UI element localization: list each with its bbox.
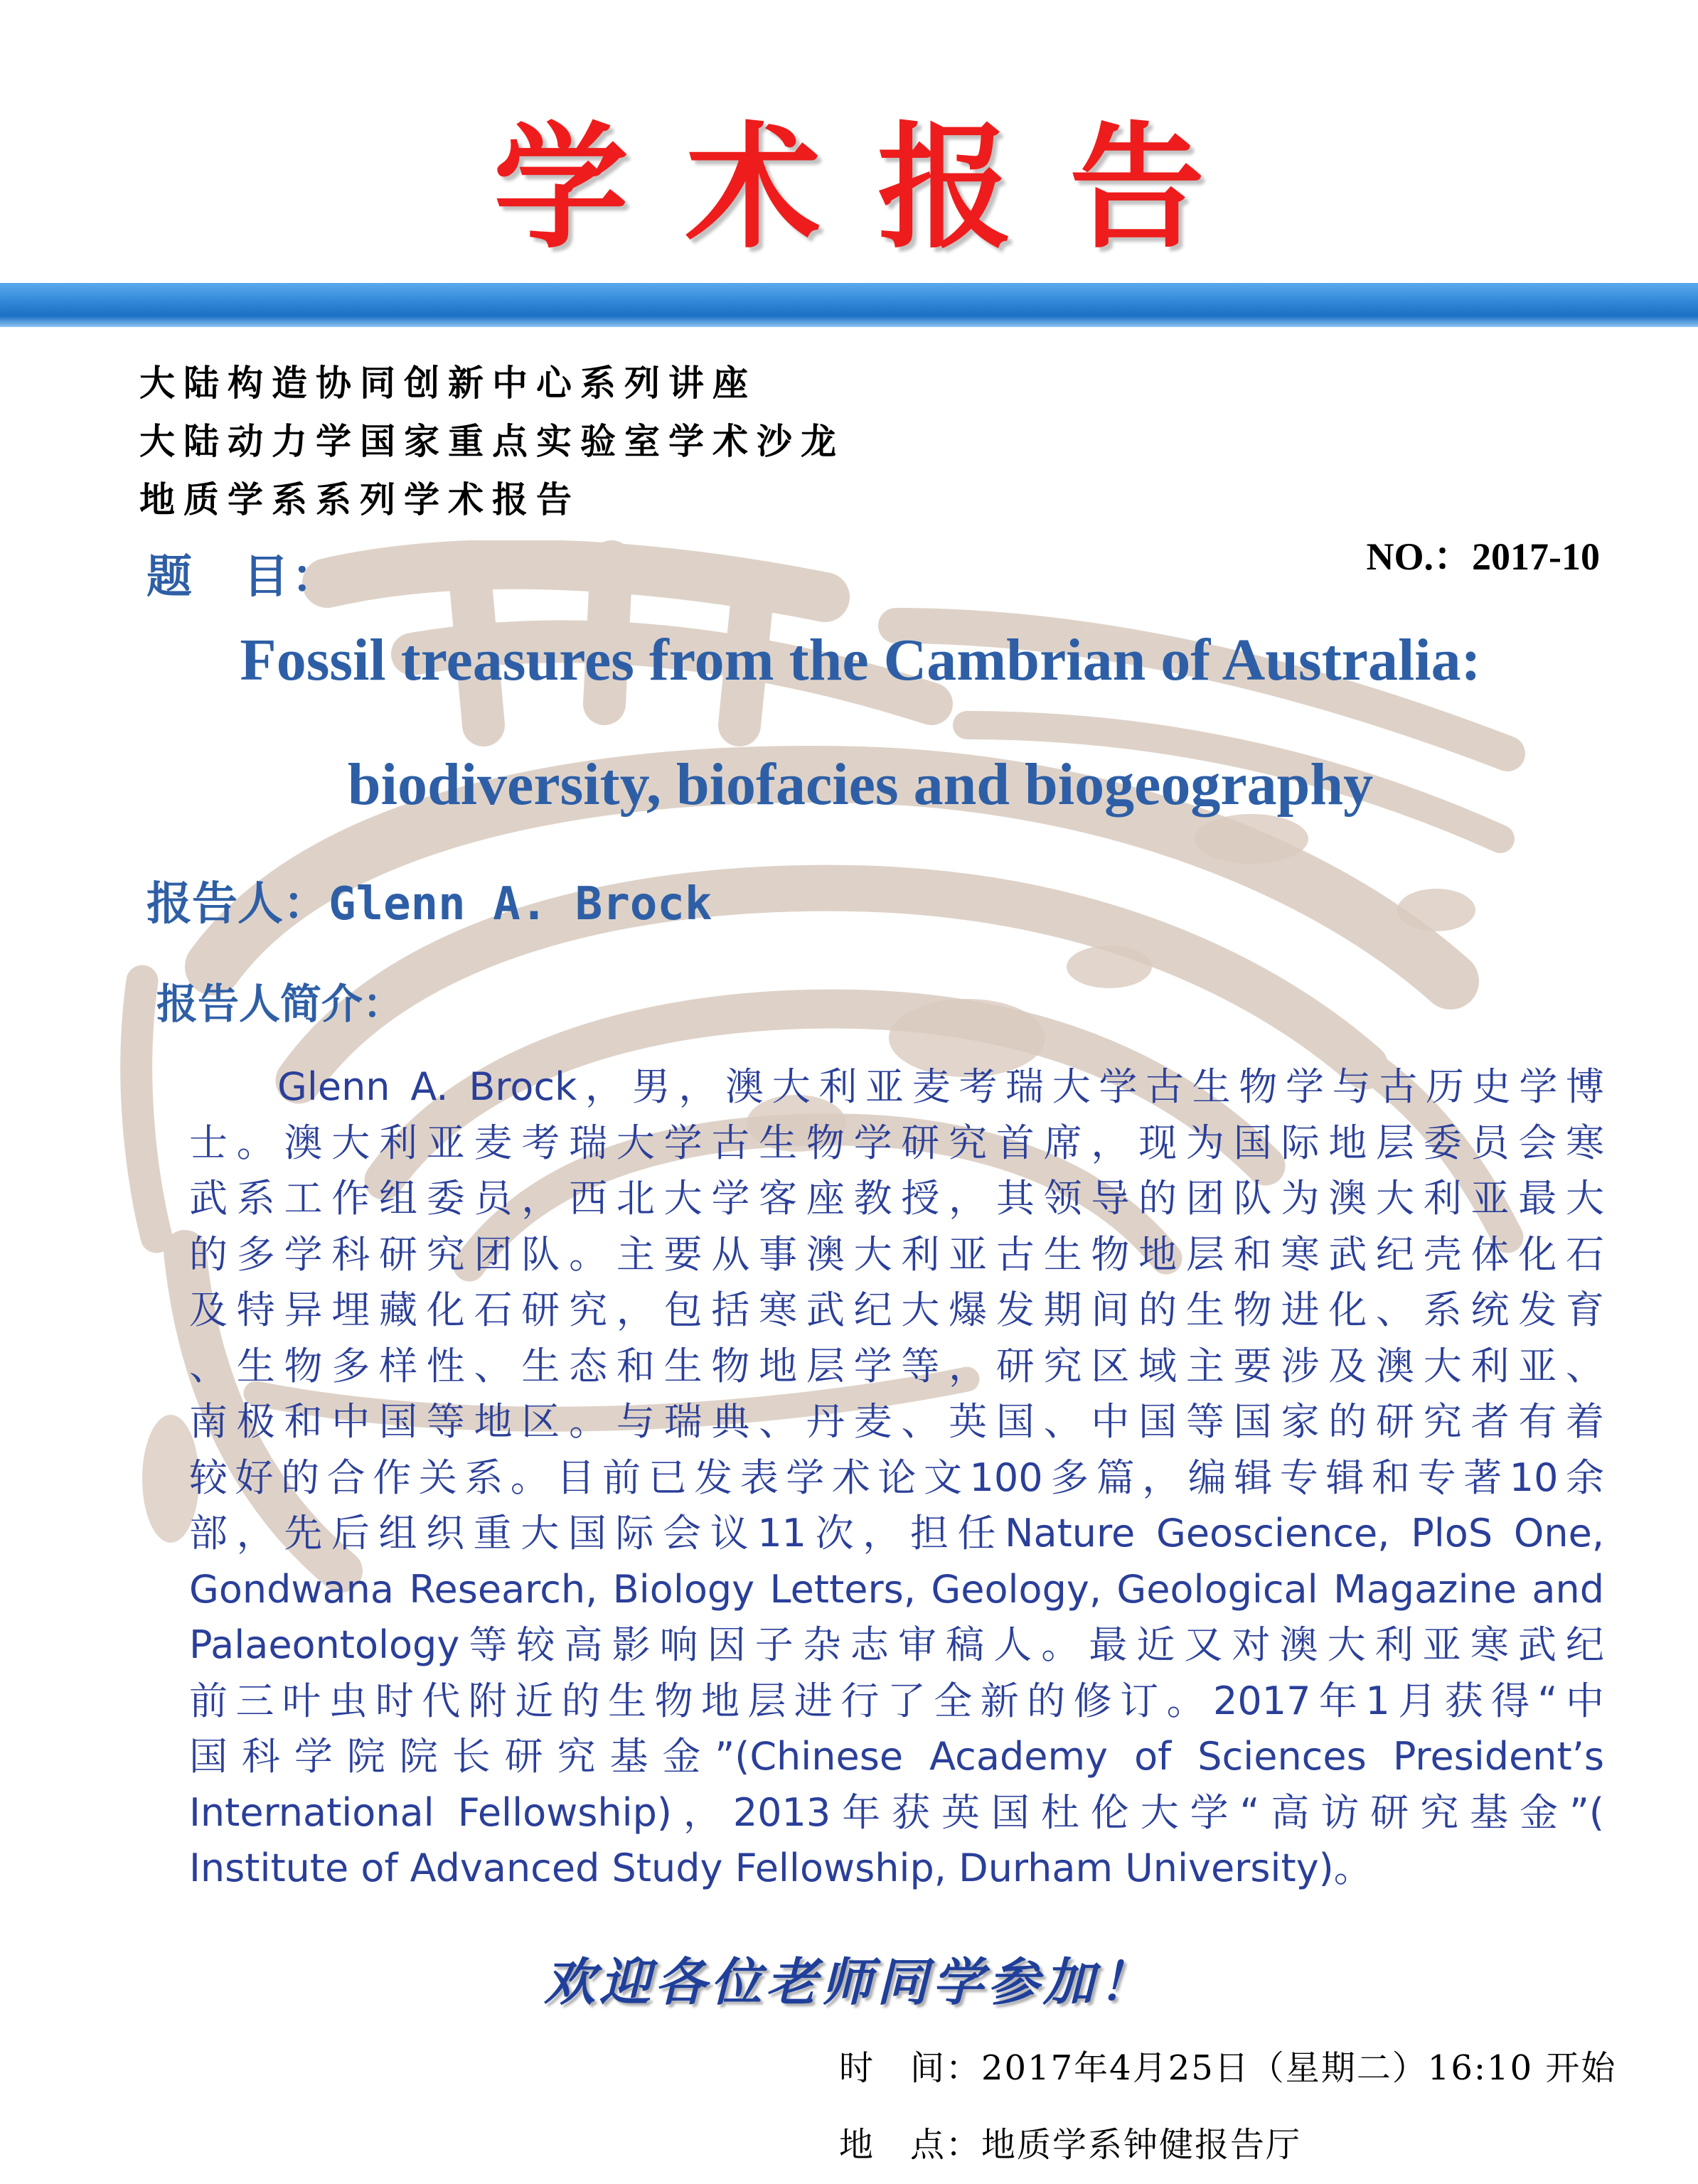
speaker-label: 报告人：: [146, 878, 329, 931]
series-line: 大陆构造协同创新中心系列讲座: [139, 362, 757, 404]
topic-label: 题 目：: [146, 551, 340, 604]
bio-line: 士。澳大利亚麦考瑞大学古生物学研究首席，现为国际地层委员会寒: [189, 1120, 1604, 1165]
bio-line: 前三叶虫时代附近的生物地层进行了全新的修订。2017年1月获得“中: [189, 1678, 1604, 1723]
bio-label: 报告人简介：: [156, 980, 405, 1028]
talk-title-line: Fossil treasures from the Cambrian of Australia:: [240, 627, 1481, 693]
event-location: 地 点：地质学系钟健报告厅: [839, 2125, 1302, 2165]
welcome-message: 欢迎各位老师同学参加！: [543, 1952, 1154, 2012]
header-divider-bar: [0, 283, 1698, 327]
bio-line: 部，先后组织重大国际会议11次，担任Nature Geoscience, PloS One,: [189, 1511, 1604, 1556]
bio-line: 及特异埋藏化石研究，包括寒武纪大爆发期间的生物进化、系统发育: [189, 1288, 1604, 1332]
speaker: [146, 867, 712, 933]
series-line: 大陆动力学国家重点实验室学术沙龙: [139, 420, 845, 462]
report-number: NO.：2017-10: [1366, 535, 1600, 578]
bio-line: 南极和中国等地区。与瑞典、丹麦、英国、中国等国家的研究者有着: [189, 1399, 1604, 1444]
event-time: 时 间：2017年4月25日（星期二）16:10 开始: [839, 2048, 1617, 2088]
lecture-series-list: [139, 354, 845, 529]
speaker-name: Glenn A. Brock: [329, 878, 712, 931]
bio-line: 、生物多样性、生态和生物地层学等，研究区域主要涉及澳大利亚、: [189, 1343, 1604, 1388]
bio-line: Glenn A. Brock，男，澳大利亚麦考瑞大学古生物学与古历史学博: [277, 1064, 1604, 1109]
bio-line: Institute of Advanced Study Fellowship, Durham University)。: [189, 1846, 1372, 1890]
speaker-bio: [189, 1059, 1604, 1897]
bio-line: 武系工作组委员，西北大学客座教授，其领导的团队为澳大利亚最大: [189, 1176, 1604, 1221]
talk-title-line: biodiversity, biofacies and biogeography: [347, 751, 1374, 818]
page-title: 学术报告: [493, 109, 1261, 267]
series-line: 地质学系系列学术报告: [139, 478, 580, 520]
bio-line: 较好的合作关系。目前已发表学术论文100多篇，编辑专辑和专著10余: [189, 1455, 1604, 1500]
bio-line: 的多学科研究团队。主要从事澳大利亚古生物地层和寒武纪壳体化石: [189, 1231, 1604, 1277]
bio-line: 国科学院院长研究基金”(Chinese Academy of Sciences President’s: [189, 1734, 1604, 1779]
bio-line: International Fellowship)，2013年获英国杜伦大学“高访研究基金”(: [189, 1789, 1604, 1835]
bio-line: Palaeontology等较高影响因子杂志审稿人。最近又对澳大利亚寒武纪: [189, 1622, 1604, 1667]
bio-line: Gondwana Research, Biology Letters, Geology, Geological Magazine and: [189, 1566, 1604, 1612]
